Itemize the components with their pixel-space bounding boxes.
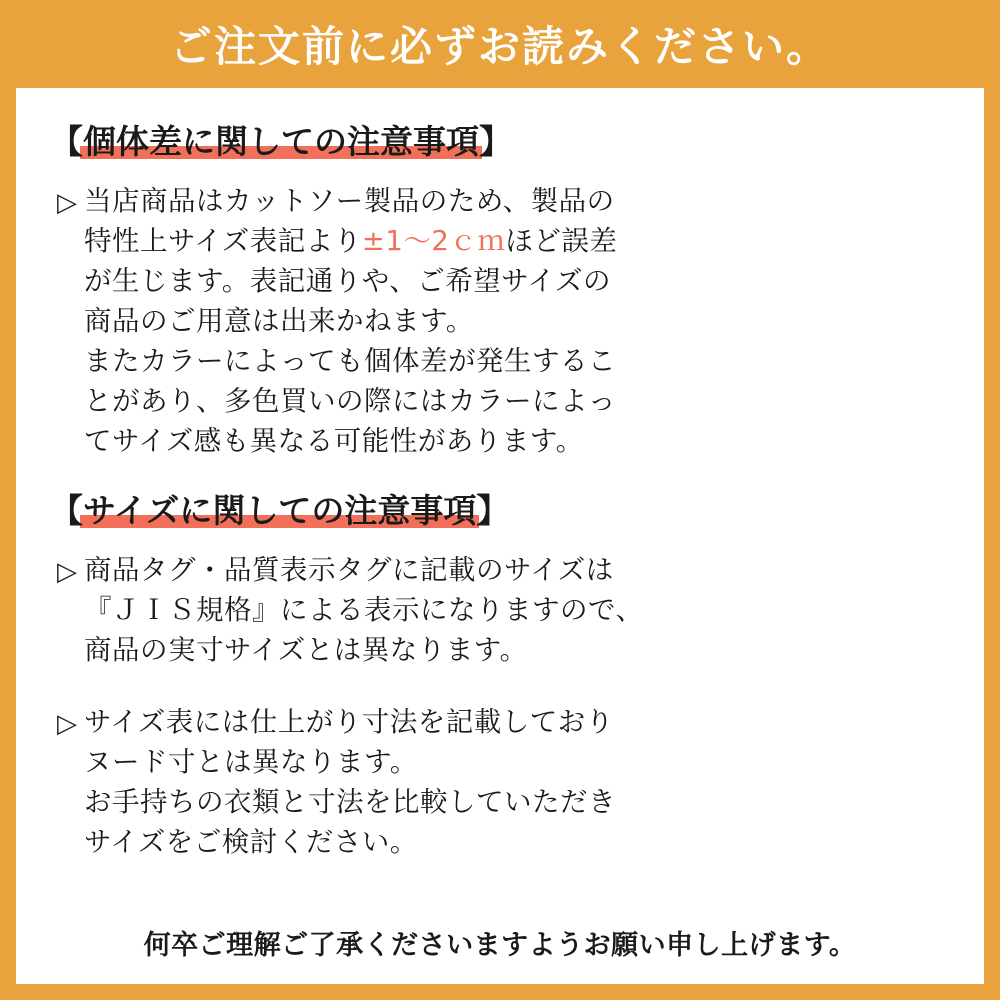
list-item (50, 550, 950, 670)
text-run: てサイズ感も異なる可能性があります。 (84, 425, 584, 457)
text-run: 『ＪＩＳ規格』による表示になりますので、 (84, 594, 644, 626)
banner-title (16, 0, 984, 88)
text-line (84, 590, 950, 630)
text-line (84, 381, 950, 421)
section-heading (50, 485, 509, 532)
list-item (50, 181, 950, 461)
text-run: サイズ表には仕上がり寸法を記載しており (84, 706, 614, 738)
text-line (84, 822, 950, 862)
section-heading-text: 【個体差に関しての注意事項】 (50, 122, 512, 161)
triangle-bullet-icon: ▷ (57, 709, 77, 739)
list-item (50, 702, 950, 862)
text-line (84, 301, 950, 341)
text-run: サイズをご検討ください。 (84, 826, 418, 858)
text-run: ヌード寸とは異なります。 (84, 746, 418, 778)
text-line (84, 550, 950, 590)
section-size (50, 479, 950, 862)
text-run: お手持ちの衣類と寸法を比較していただき (84, 786, 616, 818)
text-line (84, 742, 950, 782)
text-run: とがあり、多色買いの際にはカラーによっ (84, 385, 616, 417)
list-item-text (84, 181, 950, 461)
section-heading (50, 116, 512, 163)
section-individual-difference (50, 110, 950, 461)
text-run: 特性上サイズ表記より (84, 225, 362, 257)
text-run-emphasis: ±1〜2ｃｍ (361, 225, 506, 257)
text-line (84, 702, 950, 742)
text-run: ほど誤差 (505, 225, 618, 257)
banner-title-text: ご注文前に必ずお読みください。 (169, 22, 830, 71)
notice-card (16, 88, 984, 984)
section-heading-text: 【サイズに関しての注意事項】 (50, 491, 510, 530)
text-line (84, 421, 950, 461)
spacer (50, 684, 950, 694)
text-run: 商品の実寸サイズとは異なります。 (84, 634, 528, 666)
list-item-text (84, 702, 950, 862)
text-line (84, 630, 950, 670)
text-line (84, 341, 950, 381)
footer-note: 何卒ご理解ご了承くださいますようお願い申し上げます。 (143, 930, 857, 961)
list-item-text (84, 550, 950, 670)
triangle-bullet-icon: ▷ (57, 188, 77, 218)
text-line (84, 261, 950, 301)
text-run: 当店商品はカットソー製品のため、製品の (84, 185, 615, 217)
text-run: 商品タグ・品質表示タグに記載のサイズは (84, 554, 614, 586)
text-run: 商品のご用意は出来かねます。 (84, 305, 474, 337)
text-line (84, 782, 950, 822)
text-line (84, 221, 950, 261)
triangle-bullet-icon: ▷ (57, 557, 77, 587)
text-run: またカラーによっても個体差が発生するこ (84, 345, 616, 377)
text-run: が生じます。表記通りや、ご希望サイズの (84, 265, 612, 297)
text-line (84, 181, 950, 221)
